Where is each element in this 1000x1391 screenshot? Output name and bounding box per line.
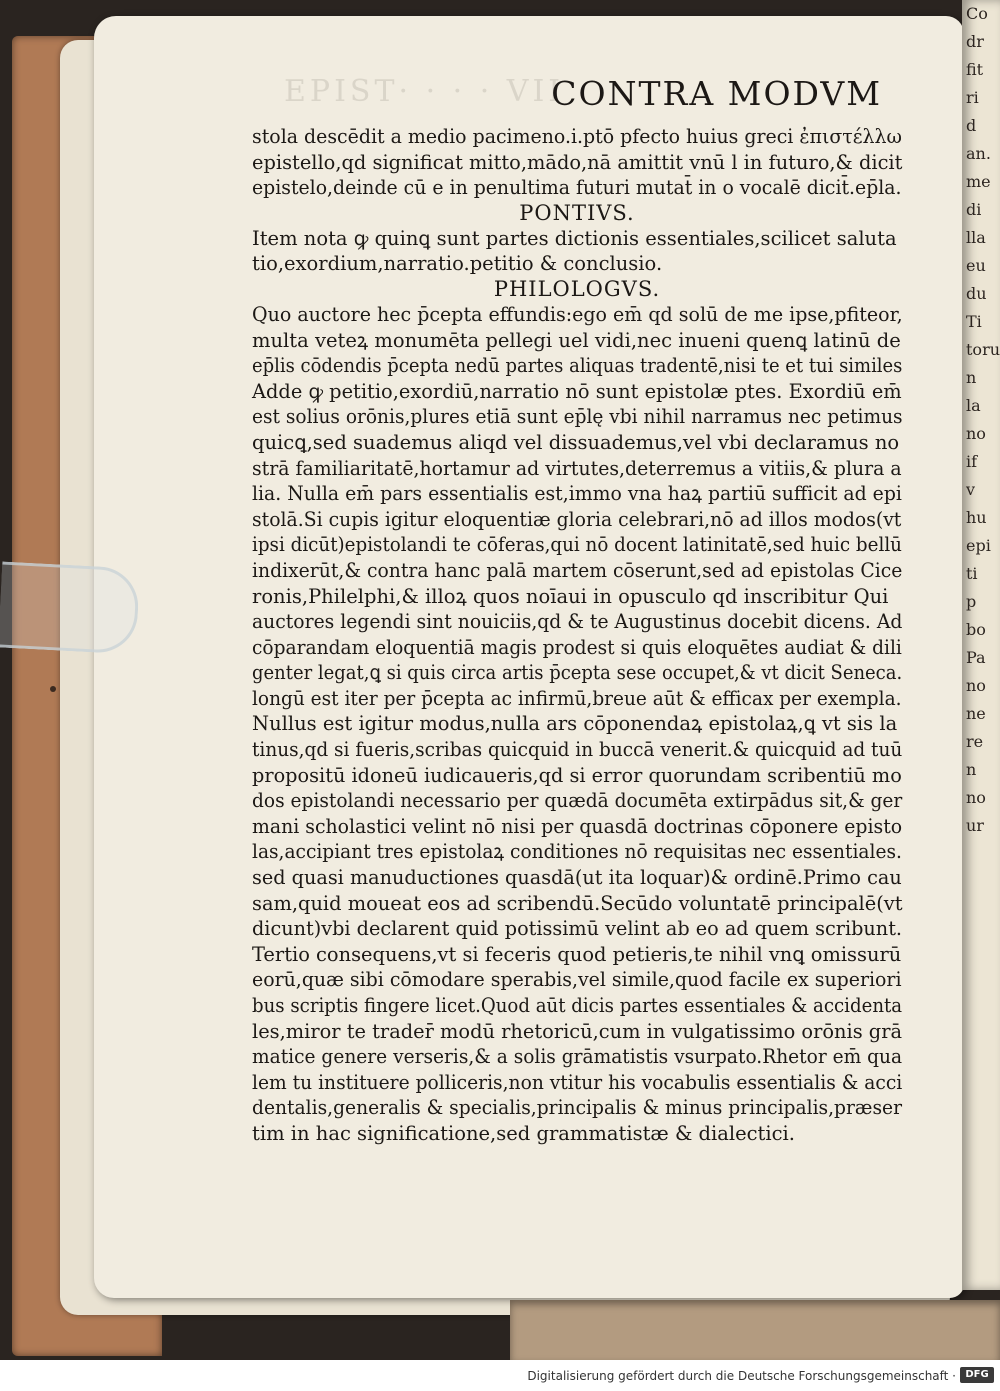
- text-line: ipsi dicūt)epistolandi te cōferas,qui nō docent latinitatē,sed huic bellū: [252, 533, 902, 557]
- text-line: tio,exordium,narratio.petitio & conclusio.: [252, 252, 663, 276]
- text-line: est solius orōnis,plures etiā sunt ep̄lę vbi nihil narramus nec petimus: [252, 405, 903, 429]
- text-line: ronis,Philelphi,& illoꝝ quos noīaui in opusculo qd inscribitur Qui: [252, 584, 889, 608]
- intro-paragraph: [252, 124, 902, 201]
- text-line: las,accipiant tres epistolaꝝ conditiones nō requisitas nec essentiales.: [252, 840, 902, 864]
- text-line: longū est iter per p̄cepta ac infirmū,breue aūt & efficax per exempla.: [252, 686, 902, 710]
- text-line: eorū,quæ sibi cōmodare sperabis,vel simile,quod facile ex superiori: [252, 968, 902, 992]
- digitization-footer: [0, 1360, 1000, 1391]
- facing-page-fragment: Pa: [966, 648, 986, 667]
- text-line: cōparandam eloquentiā magis prodest si quis eloquētes audiat & dili: [252, 635, 902, 659]
- text-line: stolā.Si cupis igitur eloquentiæ gloria celebrari,nō ad illos modos(vt: [252, 507, 902, 531]
- text-line: tim in hac significatione,sed grammatistæ & dialectici.: [252, 1121, 795, 1145]
- pontius-paragraph: [252, 226, 902, 277]
- facing-page-fragment: no: [966, 424, 986, 443]
- text-line: sed quasi manuductiones quasdā(ut ita loquar)& ordinē.Primo cau: [252, 866, 902, 890]
- text-line: ep̄lis cōdendis p̄cepta nedū partes aliquas tradentē,nisi te et tui similes: [252, 354, 903, 378]
- text-line: indixerūt,& contra hanc palā martem cōserunt,sed ad epistolas Cice: [252, 558, 903, 582]
- show-through-text: EPIST· · · · VII: [284, 74, 565, 109]
- text-line: Nullus est igitur modus,nulla ars cōponendaꝝ epistolaꝝ,ꝗ vt sis la: [252, 712, 898, 736]
- page-text: [252, 74, 902, 1147]
- facing-page-fragment: ri: [966, 88, 979, 107]
- text-line: sam,quid moueat eos ad scribendū.Secūdo voluntatē principalē(vt: [252, 891, 903, 915]
- facing-page-fragment: bo: [966, 620, 986, 639]
- facing-page-fragment: Co: [966, 4, 988, 23]
- facing-page-fragment: epi: [966, 536, 991, 555]
- facing-page-fragment: ti: [966, 564, 978, 583]
- text-line: Tertio consequens,vt si feceris quod petieris,te nihil vnꝗ omissurū: [252, 942, 902, 966]
- text-line: tinus,qd si fueris,scribas quicquid in buccā venerit.& quicquid ad tuū: [252, 738, 903, 762]
- facing-page-fragment: n: [966, 368, 977, 387]
- facing-page-fragment: toru: [966, 340, 1000, 359]
- facing-page-fragment: fit: [966, 60, 984, 79]
- text-line: Quo auctore hec p̄cepta effundis:ego em̄ qd solū de me ipse,pfiteor,: [252, 302, 903, 326]
- facing-page-fragment: eu: [966, 256, 986, 275]
- facing-page-fragment: v: [966, 480, 976, 499]
- spine-leather: [510, 1300, 1000, 1360]
- text-line: strā familiaritatē,hortamur ad virtutes,deterremus a vitiis,& plura a: [252, 456, 902, 480]
- text-line: Adde ꝙ petitio,exordiū,narratio nō sunt epistolæ ptes. Exordiū em̄: [252, 379, 902, 403]
- facing-page-fragment: n: [966, 760, 977, 779]
- funding-credit: Digitalisierung gefördert durch die Deutsche Forschungsgemeinschaft ·: [527, 1369, 956, 1383]
- text-line: bus scriptis fingere licet.Quod aūt dicis partes essentiales & accidenta: [252, 994, 903, 1017]
- text-line: epistelo,deinde cū e in penultima futuri mutat̄ in o vocalē dicit̄.ep̄la.: [252, 176, 902, 200]
- text-line: propositū idoneū iudicaueris,qd si error quorundam scribentiū mo: [252, 763, 902, 787]
- text-line: stola descēdit a medio pacimeno.i.ptō pfecto huius greci ἐπιστέλλω: [252, 125, 902, 148]
- text-line: lia. Nulla em̄ pars essentialis est,immo vna haꝝ partiū sufficit ad epi: [252, 482, 902, 506]
- facing-page-fragment: if: [966, 452, 978, 471]
- facing-page-fragment: no: [966, 676, 986, 695]
- facing-page-fragment: an.: [966, 144, 991, 163]
- board-wormhole: [50, 686, 56, 692]
- facing-page-fragment: ne: [966, 704, 986, 723]
- facing-page-fragment: p: [966, 592, 977, 611]
- text-line: multa veteꝝ monumēta pellegi uel vidi,nec inueni quenꝗ latinū de: [252, 328, 901, 352]
- facing-page-fragment: no: [966, 788, 986, 807]
- speaker-pontius: PONTIVS.: [519, 200, 635, 225]
- philologus-paragraph: [252, 302, 902, 1147]
- text-line: mani scholastici velint nō nisi per quasdā doctrinas cōponere episto: [252, 814, 903, 838]
- facing-page-fragment: dr: [966, 32, 984, 51]
- facing-page-fragment: me: [966, 172, 991, 191]
- text-line: genter legat,ꝗ si quis circa artis p̄cepta sese occupet,& vt dicit Seneca.: [252, 661, 903, 685]
- text-line: dicunt)vbi declarent quid potissimū velint ab eo ad quem scribunt.: [252, 917, 903, 941]
- speaker-philologus: PHILOLOGVS.: [493, 276, 661, 301]
- text-line: les,miror te trader̄ modū rhetoricū,cum in vulgatissimo orōnis grā: [252, 1019, 903, 1043]
- text-line: epistello,qd significat mitto,mādo,nā amittit vnū l in futuro,& dicit: [252, 150, 903, 174]
- facing-page-fragment: Ti: [966, 312, 982, 331]
- facing-page-fragment: ur: [966, 816, 984, 835]
- facing-page-fragment: du: [966, 284, 987, 303]
- facing-page-fragment: lla: [966, 228, 986, 247]
- facing-page-fragment: d: [966, 116, 977, 135]
- text-line: dentalis,generalis & specialis,principalis & minus principalis,præser: [252, 1096, 903, 1120]
- facing-page-fragment: re: [966, 732, 984, 751]
- dfg-logo: DFG: [960, 1367, 994, 1383]
- text-line: lem tu instituere polliceris,non vtitur his vocabulis essentialis & acci: [252, 1070, 903, 1094]
- text-line: quicꝗ,sed suademus aliqd vel dissuademus,vel vbi declaramus no: [252, 430, 900, 454]
- text-line: matice genere verseris,& a solis grāmatistis vsurpato.Rhetor em̄ qua: [252, 1045, 903, 1069]
- running-head: CONTRA MODVM: [551, 74, 882, 113]
- facing-page-edge: [962, 0, 1000, 1290]
- facing-page-fragment: di: [966, 200, 982, 219]
- page-clip: [0, 561, 140, 654]
- facing-page-fragment: hu: [966, 508, 987, 527]
- facing-page-fragment: la: [966, 396, 981, 415]
- text-line: auctores legendi sint nouiciis,qd & te Augustinus docebit dicens. Ad: [252, 610, 903, 634]
- text-line: dos epistolandi necessario per quædā documēta extirpādus sit,& ger: [252, 789, 903, 813]
- text-line: Item nota ꝙ quinꝗ sunt partes dictionis essentiales,scilicet saluta: [252, 226, 897, 250]
